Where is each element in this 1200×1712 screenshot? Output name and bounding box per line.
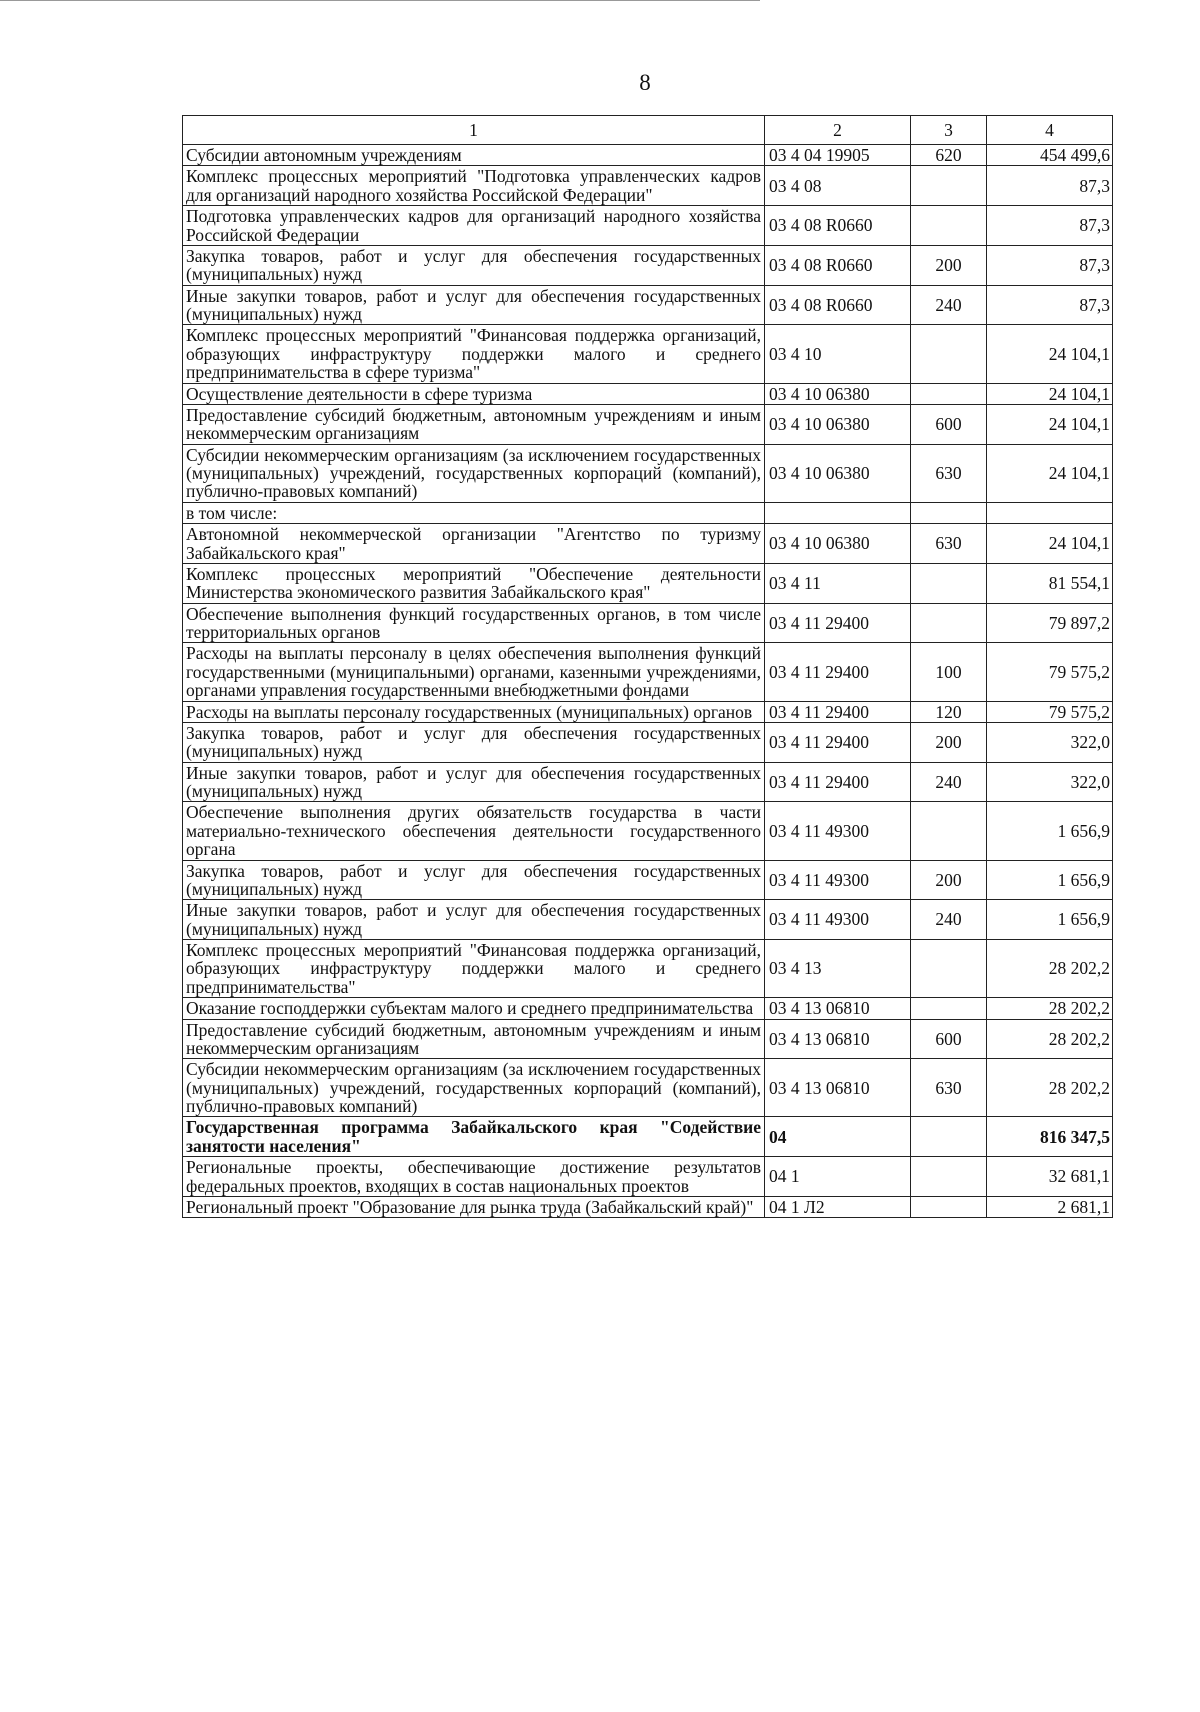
row-type-cell: 200 <box>911 245 987 285</box>
row-type-cell <box>911 1117 987 1157</box>
table-row <box>183 524 1113 564</box>
row-code-cell: 03 4 11 29400 <box>765 603 911 643</box>
row-type-cell <box>911 166 987 206</box>
row-sum-cell: 87,3 <box>987 245 1113 285</box>
row-sum-cell: 816 347,5 <box>987 1117 1113 1157</box>
row-type-cell <box>911 1157 987 1197</box>
row-type-cell <box>911 802 987 860</box>
row-sum-cell: 322,0 <box>987 762 1113 802</box>
row-code-cell <box>765 502 911 523</box>
row-sum-cell: 32 681,1 <box>987 1157 1113 1197</box>
row-code-cell: 03 4 13 06810 <box>765 998 911 1019</box>
row-name-cell: Комплекс процессных мероприятий "Подготовка управленческих кадров для организаций народного хозяйства Российской Федерации" <box>183 166 765 206</box>
row-code-cell: 03 4 11 29400 <box>765 643 911 701</box>
row-sum-cell: 24 104,1 <box>987 524 1113 564</box>
table-row <box>183 1196 1113 1217</box>
row-sum-cell: 24 104,1 <box>987 383 1113 404</box>
row-type-cell <box>911 502 987 523</box>
row-sum-cell: 1 656,9 <box>987 802 1113 860</box>
row-code-cell: 03 4 04 19905 <box>765 145 911 166</box>
table-row <box>183 285 1113 325</box>
row-code-cell: 03 4 13 <box>765 940 911 998</box>
table-row <box>183 722 1113 762</box>
row-name-cell: Обеспечение выполнения других обязательств государства в части материально-технического обеспечения деятельности государственного органа <box>183 802 765 860</box>
table-row <box>183 1117 1113 1157</box>
row-name-cell: Закупка товаров, работ и услуг для обеспечения государственных (муниципальных) нужд <box>183 245 765 285</box>
row-name-cell: Расходы на выплаты персоналу в целях обеспечения выполнения функций государственными (муниципальными) органами, казенными учреждениями, органами управления государственными внебюджетными фондами <box>183 643 765 701</box>
row-name-cell: в том числе: <box>183 502 765 523</box>
row-code-cell: 03 4 13 06810 <box>765 1059 911 1117</box>
row-code-cell: 03 4 11 29400 <box>765 722 911 762</box>
page-number: 8 <box>639 70 651 95</box>
table-row <box>183 1059 1113 1117</box>
table-row <box>183 404 1113 444</box>
table-row <box>183 325 1113 383</box>
row-code-cell: 03 4 10 06380 <box>765 383 911 404</box>
table-row <box>183 643 1113 701</box>
row-sum-cell: 454 499,6 <box>987 145 1113 166</box>
row-type-cell: 630 <box>911 444 987 502</box>
row-name-cell: Комплекс процессных мероприятий "Финансовая поддержка организаций, образующих инфраструктуру поддержки малого и среднего предпринимательства в сфере туризма" <box>183 325 765 383</box>
row-name-cell: Расходы на выплаты персоналу государственных (муниципальных) органов <box>183 701 765 722</box>
row-sum-cell: 1 656,9 <box>987 860 1113 900</box>
row-code-cell: 03 4 10 06380 <box>765 444 911 502</box>
budget-table <box>182 115 1113 1218</box>
row-type-cell <box>911 206 987 246</box>
table-row <box>183 701 1113 722</box>
row-name-cell: Закупка товаров, работ и услуг для обеспечения государственных (муниципальных) нужд <box>183 860 765 900</box>
row-type-cell <box>911 940 987 998</box>
scan-edge-line <box>0 0 760 1</box>
row-code-cell: 03 4 08 R0660 <box>765 245 911 285</box>
row-code-cell: 03 4 11 49300 <box>765 802 911 860</box>
table-row <box>183 940 1113 998</box>
header-col-2: 2 <box>765 116 911 145</box>
row-name-cell: Субсидии некоммерческим организациям (за исключением государственных (муниципальных) учреждений, государственных корпораций (компаний), публично-правовых компаний) <box>183 444 765 502</box>
row-name-cell: Обеспечение выполнения функций государственных органов, в том числе территориальных органов <box>183 603 765 643</box>
row-name-cell: Иные закупки товаров, работ и услуг для обеспечения государственных (муниципальных) нужд <box>183 900 765 940</box>
row-name-cell: Субсидии некоммерческим организациям (за исключением государственных (муниципальных) учреждений, государственных корпораций (компаний), публично-правовых компаний) <box>183 1059 765 1117</box>
table-row <box>183 563 1113 603</box>
row-type-cell: 240 <box>911 900 987 940</box>
row-name-cell: Субсидии автономным учреждениям <box>183 145 765 166</box>
row-code-cell: 03 4 11 <box>765 563 911 603</box>
row-name-cell: Государственная программа Забайкальского края "Содействие занятости населения" <box>183 1117 765 1157</box>
table-row <box>183 860 1113 900</box>
row-code-cell: 03 4 11 49300 <box>765 860 911 900</box>
row-type-cell: 600 <box>911 1019 987 1059</box>
row-type-cell: 200 <box>911 722 987 762</box>
row-name-cell: Предоставление субсидий бюджетным, автономным учреждениям и иным некоммерческим организациям <box>183 404 765 444</box>
row-name-cell: Подготовка управленческих кадров для организаций народного хозяйства Российской Федерации <box>183 206 765 246</box>
row-sum-cell: 24 104,1 <box>987 325 1113 383</box>
table-row <box>183 502 1113 523</box>
table-row <box>183 802 1113 860</box>
row-name-cell: Предоставление субсидий бюджетным, автономным учреждениям и иным некоммерческим организациям <box>183 1019 765 1059</box>
row-type-cell <box>911 1196 987 1217</box>
header-col-4: 4 <box>987 116 1113 145</box>
row-type-cell: 630 <box>911 1059 987 1117</box>
row-name-cell: Комплекс процессных мероприятий "Финансовая поддержка организаций, образующих инфраструктуру поддержки малого и среднего предпринимательства" <box>183 940 765 998</box>
row-sum-cell <box>987 502 1113 523</box>
row-name-cell: Иные закупки товаров, работ и услуг для обеспечения государственных (муниципальных) нужд <box>183 762 765 802</box>
row-sum-cell: 79 575,2 <box>987 701 1113 722</box>
row-sum-cell: 28 202,2 <box>987 940 1113 998</box>
row-name-cell: Региональные проекты, обеспечивающие достижение результатов федеральных проектов, входящих в состав национальных проектов <box>183 1157 765 1197</box>
row-sum-cell: 28 202,2 <box>987 1059 1113 1117</box>
table-row <box>183 444 1113 502</box>
row-code-cell: 03 4 10 <box>765 325 911 383</box>
row-sum-cell: 87,3 <box>987 166 1113 206</box>
row-code-cell: 04 1 Л2 <box>765 1196 911 1217</box>
row-code-cell: 03 4 08 <box>765 166 911 206</box>
table-row <box>183 1157 1113 1197</box>
row-type-cell: 200 <box>911 860 987 900</box>
table-row <box>183 900 1113 940</box>
row-type-cell: 240 <box>911 285 987 325</box>
table-row <box>183 603 1113 643</box>
row-code-cell: 04 1 <box>765 1157 911 1197</box>
row-name-cell: Автономной некоммерческой организации "Агентство по туризму Забайкальского края" <box>183 524 765 564</box>
row-name-cell: Иные закупки товаров, работ и услуг для обеспечения государственных (муниципальных) нужд <box>183 285 765 325</box>
row-sum-cell: 28 202,2 <box>987 998 1113 1019</box>
row-type-cell <box>911 998 987 1019</box>
row-sum-cell: 322,0 <box>987 722 1113 762</box>
table-row <box>183 383 1113 404</box>
row-name-cell: Комплекс процессных мероприятий "Обеспечение деятельности Министерства экономического развития Забайкальского края" <box>183 563 765 603</box>
row-type-cell: 100 <box>911 643 987 701</box>
row-type-cell: 630 <box>911 524 987 564</box>
row-code-cell: 03 4 10 06380 <box>765 524 911 564</box>
table-row <box>183 206 1113 246</box>
row-code-cell: 03 4 08 R0660 <box>765 285 911 325</box>
row-name-cell: Оказание господдержки субъектам малого и среднего предпринимательства <box>183 998 765 1019</box>
row-code-cell: 03 4 11 29400 <box>765 762 911 802</box>
row-sum-cell: 87,3 <box>987 206 1113 246</box>
header-col-3: 3 <box>911 116 987 145</box>
row-code-cell: 04 <box>765 1117 911 1157</box>
table-row <box>183 998 1113 1019</box>
row-code-cell: 03 4 08 R0660 <box>765 206 911 246</box>
row-sum-cell: 2 681,1 <box>987 1196 1113 1217</box>
header-row <box>183 116 1113 145</box>
row-sum-cell: 24 104,1 <box>987 444 1113 502</box>
row-name-cell: Закупка товаров, работ и услуг для обеспечения государственных (муниципальных) нужд <box>183 722 765 762</box>
row-type-cell: 600 <box>911 404 987 444</box>
table-row <box>183 166 1113 206</box>
row-sum-cell: 81 554,1 <box>987 563 1113 603</box>
row-sum-cell: 87,3 <box>987 285 1113 325</box>
table-row <box>183 762 1113 802</box>
row-sum-cell: 79 897,2 <box>987 603 1113 643</box>
table-row <box>183 245 1113 285</box>
row-type-cell <box>911 563 987 603</box>
row-type-cell: 120 <box>911 701 987 722</box>
row-sum-cell: 79 575,2 <box>987 643 1113 701</box>
row-code-cell: 03 4 11 49300 <box>765 900 911 940</box>
row-name-cell: Региональный проект "Образование для рынка труда (Забайкальский край)" <box>183 1196 765 1217</box>
row-type-cell <box>911 325 987 383</box>
row-code-cell: 03 4 11 29400 <box>765 701 911 722</box>
row-type-cell <box>911 383 987 404</box>
row-type-cell: 620 <box>911 145 987 166</box>
row-name-cell: Осуществление деятельности в сфере туризма <box>183 383 765 404</box>
table-row <box>183 1019 1113 1059</box>
row-sum-cell: 28 202,2 <box>987 1019 1113 1059</box>
header-col-1: 1 <box>183 116 765 145</box>
row-type-cell <box>911 603 987 643</box>
row-code-cell: 03 4 10 06380 <box>765 404 911 444</box>
table-row <box>183 145 1113 166</box>
row-sum-cell: 1 656,9 <box>987 900 1113 940</box>
row-code-cell: 03 4 13 06810 <box>765 1019 911 1059</box>
row-type-cell: 240 <box>911 762 987 802</box>
row-sum-cell: 24 104,1 <box>987 404 1113 444</box>
